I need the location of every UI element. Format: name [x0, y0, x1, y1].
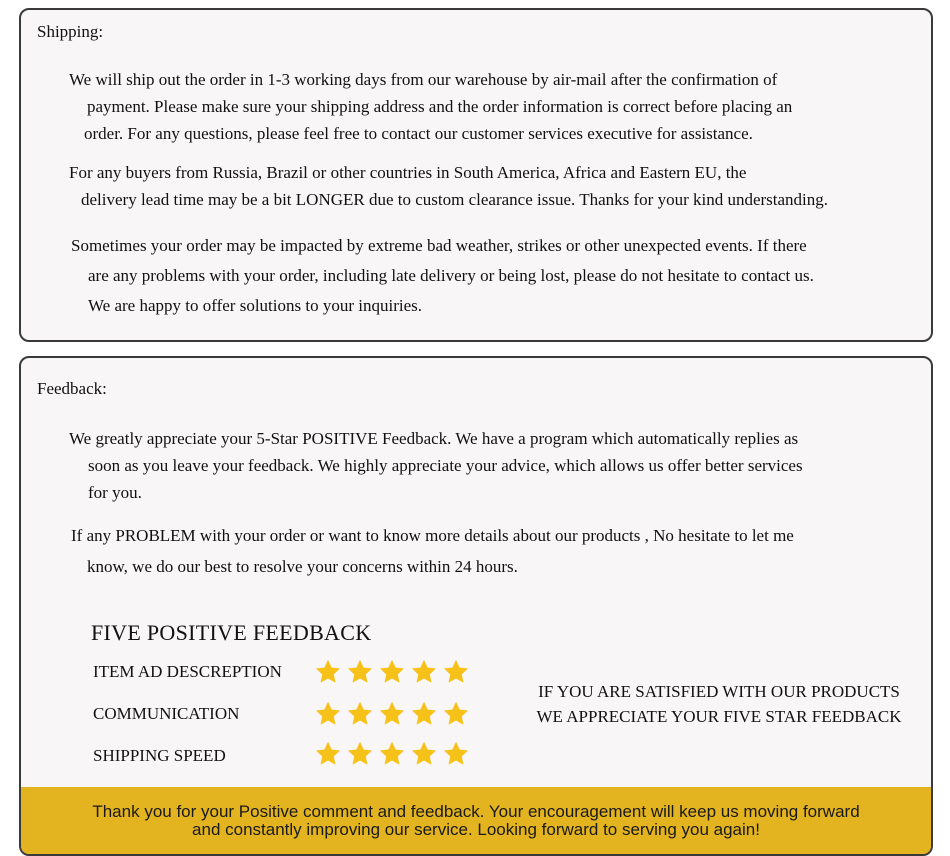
shipping-p2-line: For any buyers from Russia, Brazil or other countries in South America, Africa and Eastern EU, the: [69, 163, 747, 182]
star-rating-item-description: [313, 658, 471, 686]
shipping-paragraph-1: [69, 66, 792, 147]
star-icon: [409, 658, 439, 686]
shipping-p1-line: payment. Please make sure your shipping address and the order information is correct before placing an: [87, 97, 793, 116]
appeal-line: WE APPRECIATE YOUR FIVE STAR FEEDBACK: [536, 707, 902, 726]
feedback-paragraph-2: [71, 520, 794, 582]
shipping-paragraph-2: [69, 159, 828, 213]
shipping-p2-line: delivery lead time may be a bit LONGER due to custom clearance issue. Thanks for your kind understanding.: [81, 190, 829, 209]
shipping-p1-line: order. For any questions, please feel free to contact our customer services executive for assistance.: [84, 124, 753, 143]
appeal-line: IF YOU ARE SATISFIED WITH OUR PRODUCTS: [538, 682, 900, 701]
star-icon: [377, 658, 407, 686]
feedback-p1-line: We greatly appreciate your 5-Star POSITIVE Feedback. We have a program which automatically replies as: [69, 429, 799, 448]
star-rating-shipping-speed: [313, 740, 471, 768]
five-positive-feedback-title: FIVE POSITIVE FEEDBACK: [91, 620, 372, 645]
banner-line: Thank you for your Positive comment and feedback. Your encouragement will keep us moving forward: [92, 802, 860, 821]
star-icon: [345, 740, 375, 768]
shipping-heading: Shipping:: [37, 22, 104, 41]
shipping-p3-line: Sometimes your order may be impacted by extreme bad weather, strikes or other unexpected events. If there: [71, 236, 807, 255]
shipping-p1-line: We will ship out the order in 1-3 working days from our warehouse by air-mail after the confirmation of: [69, 70, 778, 89]
star-icon: [441, 740, 471, 768]
feedback-p2-line: know, we do our best to resolve your concerns within 24 hours.: [87, 557, 518, 576]
feedback-paragraph-1: [69, 425, 803, 506]
rating-label-shipping-speed: SHIPPING SPEED: [93, 746, 226, 765]
feedback-heading: Feedback:: [37, 379, 107, 398]
star-icon: [409, 700, 439, 728]
feedback-p1-line: for you.: [88, 483, 142, 502]
star-rating-communication: [313, 700, 471, 728]
banner-line: and constantly improving our service. Looking forward to serving you again!: [192, 820, 760, 839]
shipping-p3-line: We are happy to offer solutions to your inquiries.: [88, 296, 422, 315]
thank-you-banner: [21, 787, 931, 856]
star-icon: [345, 658, 375, 686]
shipping-p3-line: are any problems with your order, including late delivery or being lost, please do not hesitate to contact us.: [88, 266, 814, 285]
feedback-p2-line: If any PROBLEM with your order or want to know more details about our products , No hesitate to let me: [71, 526, 794, 545]
star-icon: [441, 658, 471, 686]
feedback-panel: [19, 356, 933, 856]
rating-label-communication: COMMUNICATION: [93, 704, 240, 723]
star-icon: [409, 740, 439, 768]
star-icon: [377, 740, 407, 768]
rating-label-item-description: ITEM AD DESCREPTION: [93, 662, 282, 681]
star-icon: [313, 700, 343, 728]
five-star-appeal: [523, 679, 915, 729]
star-icon: [441, 700, 471, 728]
shipping-panel: [19, 8, 933, 342]
shipping-paragraph-3: [71, 231, 814, 321]
star-icon: [313, 658, 343, 686]
star-icon: [345, 700, 375, 728]
star-icon: [377, 700, 407, 728]
feedback-p1-line: soon as you leave your feedback. We highly appreciate your advice, which allows us offer better services: [88, 456, 803, 475]
star-icon: [313, 740, 343, 768]
